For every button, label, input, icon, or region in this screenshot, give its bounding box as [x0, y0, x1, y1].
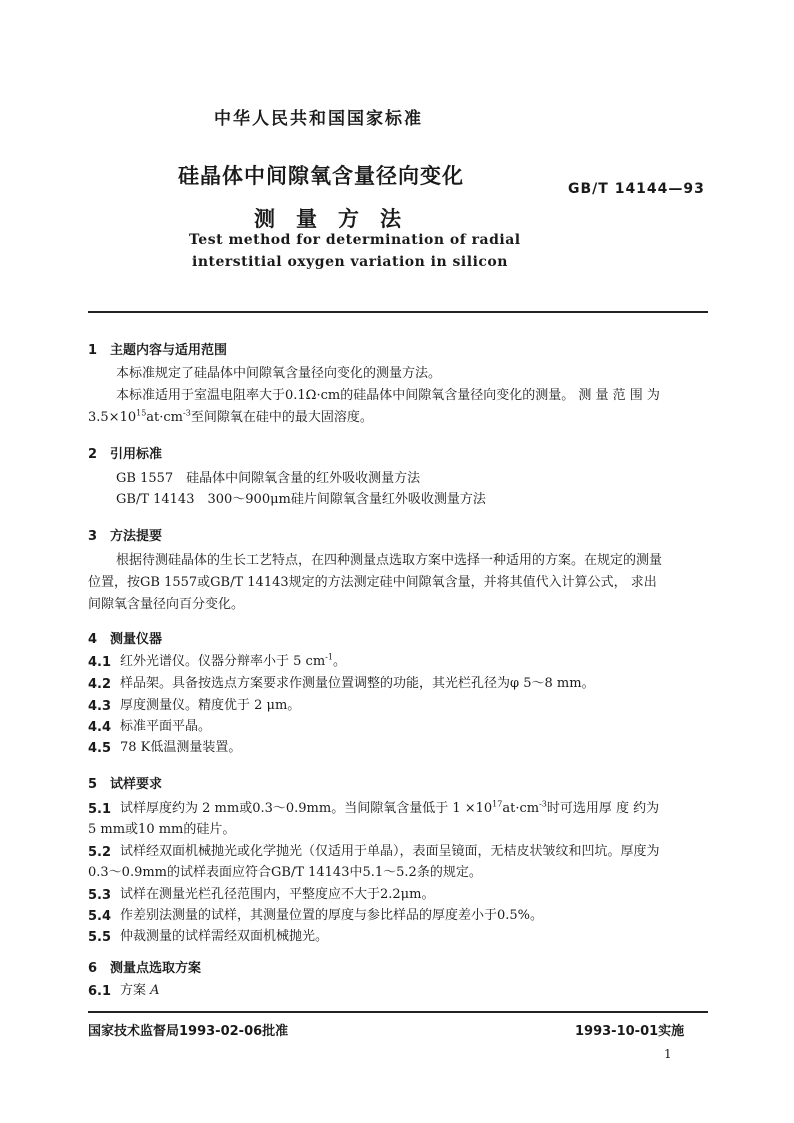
item-4-5-number: 4.5 — [88, 741, 112, 756]
section-3-line2: 位置，按GB 1557或GB/T 14143规定的方法测定硅中间隙氧含量，并将其值代入计算公式， 求出 — [88, 575, 657, 590]
exponent: 17 — [492, 799, 503, 809]
exponent: -3 — [539, 799, 547, 809]
range-upper-bound: 至间隙氧在硅中的最大固溶度。 — [190, 410, 373, 425]
document-title-line1: 硅晶体中间隙氧含量径向变化 — [178, 164, 464, 188]
section-3-line1: 根据待测硅晶体的生长工艺特点，在四种测量点选取方案中选择一种适用的方案。在规定的测量 — [116, 553, 663, 568]
item-4-4-text: 标准平面平晶。 — [120, 719, 212, 734]
section-1-paragraph-1: 本标准规定了硅晶体中间隙氧含量径向变化的测量方法。 — [116, 366, 442, 381]
item-6-1-label: 方案 — [120, 983, 151, 998]
exponent: -1 — [325, 652, 333, 662]
page-number: 1 — [664, 1047, 672, 1061]
reference-gbt14143: GB/T 14143 300～900μm硅片间隙氧含量红外吸收测量方法 — [116, 492, 486, 507]
item-5-2-line1: 试样经双面机械抛光或化学抛光（仅适用于单晶），表面呈镜面，无桔皮状皱纹和凹坑。厚度为 — [120, 844, 660, 859]
range-lower-bound: 3.5×10 — [88, 410, 137, 425]
item-5-1-unit: at·cm — [502, 801, 540, 816]
item-5-1-end: 时可选用厚 度 约为 — [546, 801, 660, 816]
document-title-line2: 测 量 方 法 — [254, 207, 401, 231]
reference-gb1557: GB 1557 硅晶体中间隙氧含量的红外吸收测量方法 — [116, 471, 421, 486]
section-1-paragraph-2-line1: 本标准适用于室温电阻率大于0.1Ω·cm的硅晶体中间隙氧含量径向变化的测量。 测 量 范 围 为 — [116, 388, 660, 403]
exponent: 15 — [136, 408, 147, 418]
item-4-1-main: 红外光谱仪。仪器分辩率小于 5 cm — [120, 654, 326, 669]
item-4-1-end: 。 — [332, 654, 346, 669]
section-1-paragraph-2-line2 — [88, 408, 373, 428]
item-6-1-scheme: A — [150, 983, 160, 998]
item-4-1-text — [120, 652, 346, 672]
item-5-5-text: 仲裁测量的试样需经双面机械抛光。 — [120, 929, 329, 944]
section-5-heading: 5 试样要求 — [88, 777, 163, 792]
item-4-1-number: 4.1 — [88, 655, 112, 670]
item-5-3-text: 试样在测量光栏孔径范围内，平整度应不大于2.2μm。 — [120, 887, 435, 902]
item-5-1-text — [120, 799, 659, 819]
section-6-heading: 6 测量点选取方案 — [88, 961, 202, 976]
item-5-4-text: 作差别法测量的试样，其测量位置的厚度与参比样品的厚度差小于0.5%。 — [120, 908, 544, 923]
effective-date: 1993-10-01实施 — [575, 1024, 685, 1039]
english-title-line1: Test method for determination of radial — [189, 232, 521, 248]
item-4-5-text: 78 K低温测量装置。 — [120, 740, 242, 755]
approval-date: 国家技术监督局1993-02-06批准 — [88, 1024, 289, 1039]
section-3-heading: 3 方法提要 — [88, 529, 163, 544]
org-title: 中华人民共和国国家标准 — [214, 109, 423, 129]
item-5-4-number: 5.4 — [88, 909, 112, 924]
item-5-1-number: 5.1 — [88, 802, 112, 817]
footer-divider — [88, 1011, 708, 1013]
item-4-4-number: 4.4 — [88, 720, 112, 735]
item-4-2-text: 样品架。具备按选点方案要求作测量位置调整的功能，其光栏孔径为φ 5～8 mm。 — [120, 676, 595, 691]
item-4-2-number: 4.2 — [88, 677, 112, 692]
item-5-3-number: 5.3 — [88, 888, 112, 903]
item-5-2-number: 5.2 — [88, 845, 112, 860]
item-5-1-line2: 5 mm或10 mm的硅片。 — [88, 822, 236, 837]
item-5-5-number: 5.5 — [88, 930, 112, 945]
section-3-line3: 间隙氧含量径向百分变化。 — [88, 597, 245, 612]
item-4-3-number: 4.3 — [88, 699, 112, 714]
exponent: -3 — [183, 408, 191, 418]
item-4-3-text: 厚度测量仪。精度优于 2 μm。 — [120, 698, 301, 713]
standard-number: GB/T 14144—93 — [568, 181, 705, 197]
item-6-1-number: 6.1 — [88, 984, 112, 999]
section-1-heading: 1 主题内容与适用范围 — [88, 343, 228, 358]
item-5-2-line2: 0.3～0.9mm的试样表面应符合GB/T 14143中5.1～5.2条的规定。 — [88, 865, 482, 880]
range-unit: at·cm — [146, 410, 184, 425]
english-title-line2: interstitial oxygen variation in silicon — [192, 254, 508, 270]
item-5-1-main: 试样厚度约为 2 mm或0.3～0.9mm。当间隙氧含量低于 1 ×10 — [120, 801, 493, 816]
header-divider — [88, 311, 708, 313]
section-4-heading: 4 测量仪器 — [88, 632, 163, 647]
section-2-heading: 2 引用标准 — [88, 447, 163, 462]
item-6-1-text — [120, 981, 160, 1001]
